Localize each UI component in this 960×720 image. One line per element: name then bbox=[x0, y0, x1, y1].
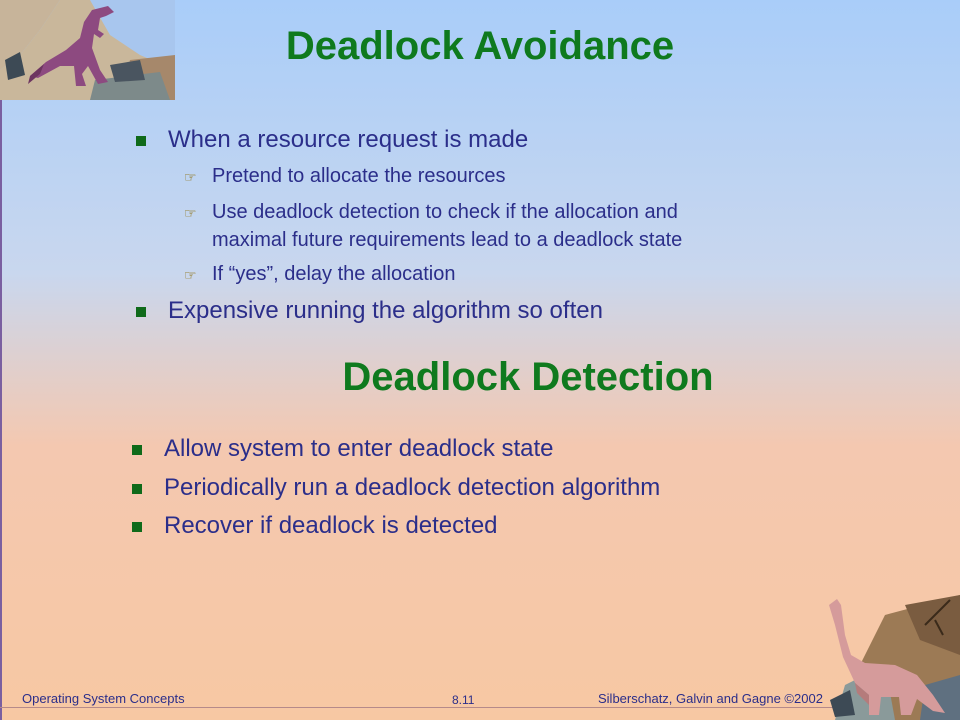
avoidance-sub-bullet-3 bbox=[184, 260, 455, 289]
sub-bullet-text: Pretend to allocate the resources bbox=[212, 165, 506, 187]
avoidance-sub-bullet-2 bbox=[184, 198, 682, 254]
frame-left-line bbox=[0, 0, 2, 720]
footer-right: Silberschatz, Galvin and Gagne ©2002 bbox=[598, 691, 823, 706]
pointing-hand-icon: ☞ bbox=[184, 205, 197, 221]
footer-page-number: 8.11 bbox=[452, 693, 475, 707]
footer-left: Operating System Concepts bbox=[22, 691, 185, 706]
detection-bullet-1 bbox=[132, 435, 554, 463]
sub-bullet-line-1: Use deadlock detection to check if the allocation and bbox=[212, 201, 678, 223]
bullet-text: When a resource request is made bbox=[168, 126, 529, 153]
sub-bullet-text: If “yes”, delay the allocation bbox=[212, 263, 456, 285]
pointing-hand-icon: ☞ bbox=[184, 267, 197, 283]
avoidance-bullet-2 bbox=[136, 297, 603, 325]
avoidance-bullet-1 bbox=[136, 126, 528, 154]
dinosaur-brontosaurus-icon bbox=[825, 595, 960, 720]
square-bullet-icon bbox=[136, 136, 146, 146]
bullet-text: Recover if deadlock is detected bbox=[164, 512, 498, 539]
bullet-text: Expensive running the algorithm so often bbox=[168, 297, 603, 324]
title-deadlock-detection: Deadlock Detection bbox=[342, 355, 714, 399]
bullet-text: Periodically run a deadlock detection algorithm bbox=[164, 474, 661, 501]
title-deadlock-avoidance: Deadlock Avoidance bbox=[285, 24, 675, 68]
frame-bottom-line bbox=[0, 707, 960, 708]
sub-bullet-text bbox=[212, 198, 682, 254]
pointing-hand-icon: ☞ bbox=[184, 169, 197, 185]
detection-bullet-3 bbox=[132, 512, 498, 540]
avoidance-sub-bullet-1 bbox=[184, 162, 506, 191]
detection-bullet-2 bbox=[132, 474, 660, 502]
square-bullet-icon bbox=[132, 522, 142, 532]
square-bullet-icon bbox=[132, 445, 142, 455]
sub-bullet-line-2: maximal future requirements lead to a deadlock state bbox=[212, 229, 683, 251]
bullet-text: Allow system to enter deadlock state bbox=[164, 435, 554, 462]
square-bullet-icon bbox=[136, 307, 146, 317]
square-bullet-icon bbox=[132, 484, 142, 494]
